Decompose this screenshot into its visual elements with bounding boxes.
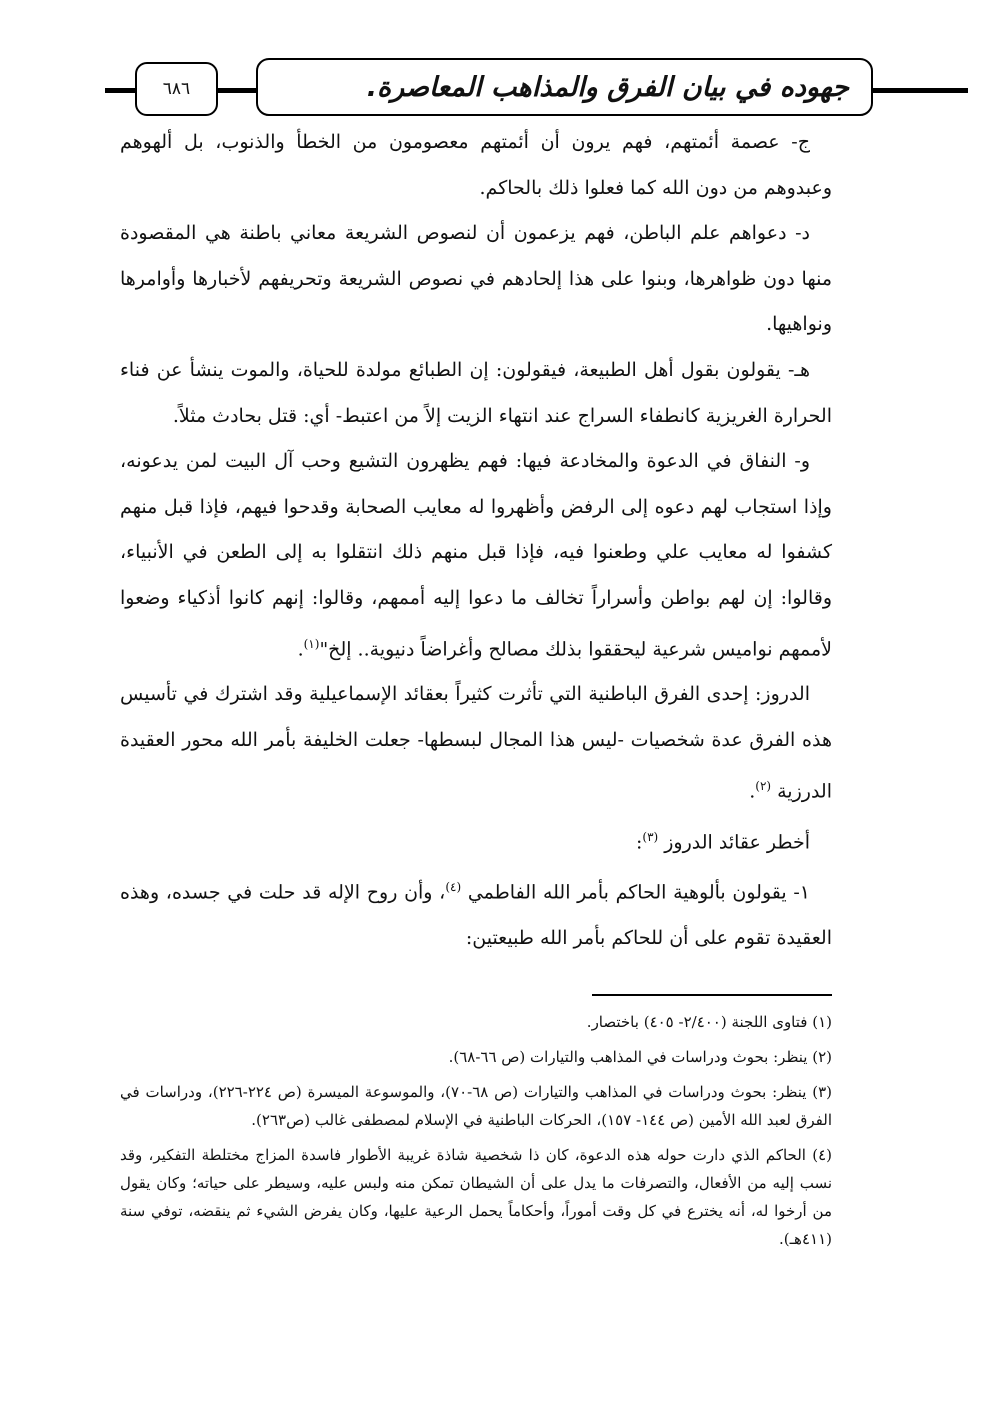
footnote: (٢) ينظر: بحوث ودراسات في المذاهب والتيارات (ص ٦٦-٦٨). — [448, 1048, 832, 1066]
main-text — [120, 120, 832, 962]
header-rule-right — [873, 88, 968, 93]
footnotes — [120, 1008, 832, 1260]
paragraph-text: ١- يقولون بألوهية الحاكم بأمر الله الفاطمي — [467, 881, 811, 904]
header-rule-left — [105, 88, 135, 93]
paragraph-text: و- النفاق في الدعوة والمخادعة فيها: فهم يظهرون التشيع وحب آل البيت لمن يدعونه، وإذا استجاب لهم دعوه إلى الرفض وأظهروا له معايب الصحابة وقدحوا فيهم، فإذا قبل منهم كشفوا له معايب علي وطعنوا فيه، فإذا قبل منهم ذلك انتقلوا به إلى الطعن في الأنبياء، وقالوا: إن لهم بواطن وأسراراً تخالف ما دعوا إليه أممهم، وقالوا: إنهم كانوا أذكياء وضعوا لأممهم نواميس شرعية ليحققوا بذلك مصالح وأغراضاً دنيوية.. إلخ" — [120, 450, 832, 660]
paragraph-text: أخطر عقائد الدروز — [664, 830, 810, 853]
paragraph-text: هـ- يقولون بقول أهل الطبيعة، فيقولون: إن الطبائع مولدة للحياة، والموت ينشأ عن فناء الحرارة الغريزية كانطفاء السراج عند انتهاء الزيت إلاً من اعتبط- أي: قتل بحادث مثلاً. — [120, 358, 832, 427]
paragraph-tail: ، وأن روح الإله قد حلت في جسده، وهذه العقيدة تقوم على أن للحاكم بأمر الله طبيعتين: — [120, 881, 832, 950]
paragraph — [120, 815, 832, 866]
paragraph-tail: : — [635, 830, 643, 853]
paragraph-tail: . — [297, 637, 304, 660]
paragraph — [120, 348, 832, 439]
footnote: (٣) ينظر: بحوث ودراسات في المذاهب والتيارات (ص ٦٨-٧٠)، والموسوعة الميسرة (ص ٢٢٤-٢٢٦)، ودراسات في الفرق لعبد الله الأمين (ص ١٤٤- ١٥٧)، الحركات الباطنية في الإسلام لمصطفى غالب (ص٢٦٣). — [120, 1083, 833, 1129]
paragraph-tail: . — [749, 779, 756, 802]
footnote: (١) فتاوى اللجنة (٢/٤٠٠- ٤٠٥) باختصار. — [586, 1013, 832, 1031]
running-title: جهوده في بيان الفرق والمذاهب المعاصرة. — [366, 71, 849, 103]
paragraph-text: الدروز: إحدى الفرق الباطنية التي تأثرت كثيراً بعقائد الإسماعيلية وقد اشترك في تأسيس هذه الفرق عدة شخصيات -ليس هذا المجال لبسطها- جعلت الخليفة بأمر الله محور العقيدة الدرزية — [120, 683, 832, 802]
footnote: (٤) الحاكم الذي دارت حوله هذه الدعوة، كان ذا شخصية شاذة غريبة الأطوار فاسدة المزاج مختلطة التفكير، وقد نسب إليه من الأفعال، والتصرفات ما يدل على أن الشيطان تمكن منه ولبس عليه، وسيطر على حياته؛ وكان يقول من أرخوا له، أنه يخترع في كل وقت أموراً، وأحكاماً يحمل الرعية عليها، وكان يفرض الشيء ثم ينقضه، توفي سنة (٤١١هـ). — [120, 1146, 832, 1248]
paragraph — [120, 439, 832, 672]
footnote-separator — [592, 994, 832, 996]
footnote-ref: (٣) — [642, 829, 659, 844]
running-title-box — [256, 58, 873, 116]
paragraph-text: ج- عصمة أئمتهم، فهم يرون أن أئمتهم معصومون من الخطأ والذنوب، بل ألهوهم وعبدوهم من دون الله كما فعلوا ذلك بالحاكم. — [120, 131, 832, 199]
paragraph-text: د- دعواهم علم الباطن، فهم يزعمون أن لنصوص الشريعة معاني باطنة هي المقصودة منها دون ظواهرها، وبنوا على هذا إلحادهم في نصوص الشريعة وتحريفهم لأخبارها وأوامرها ونواهيها. — [120, 222, 832, 336]
page-number: ٦٨٦ — [162, 79, 191, 99]
header-rule-middle — [218, 88, 256, 93]
paragraph — [120, 120, 832, 211]
paragraph — [120, 211, 832, 348]
paragraph — [120, 672, 832, 814]
footnote-ref: (٢) — [755, 778, 772, 793]
page-header — [0, 52, 992, 122]
footnote-ref: (٤) — [445, 880, 462, 895]
page-number-box — [135, 62, 218, 116]
footnote-ref: (١) — [303, 636, 320, 651]
paragraph — [120, 865, 832, 962]
